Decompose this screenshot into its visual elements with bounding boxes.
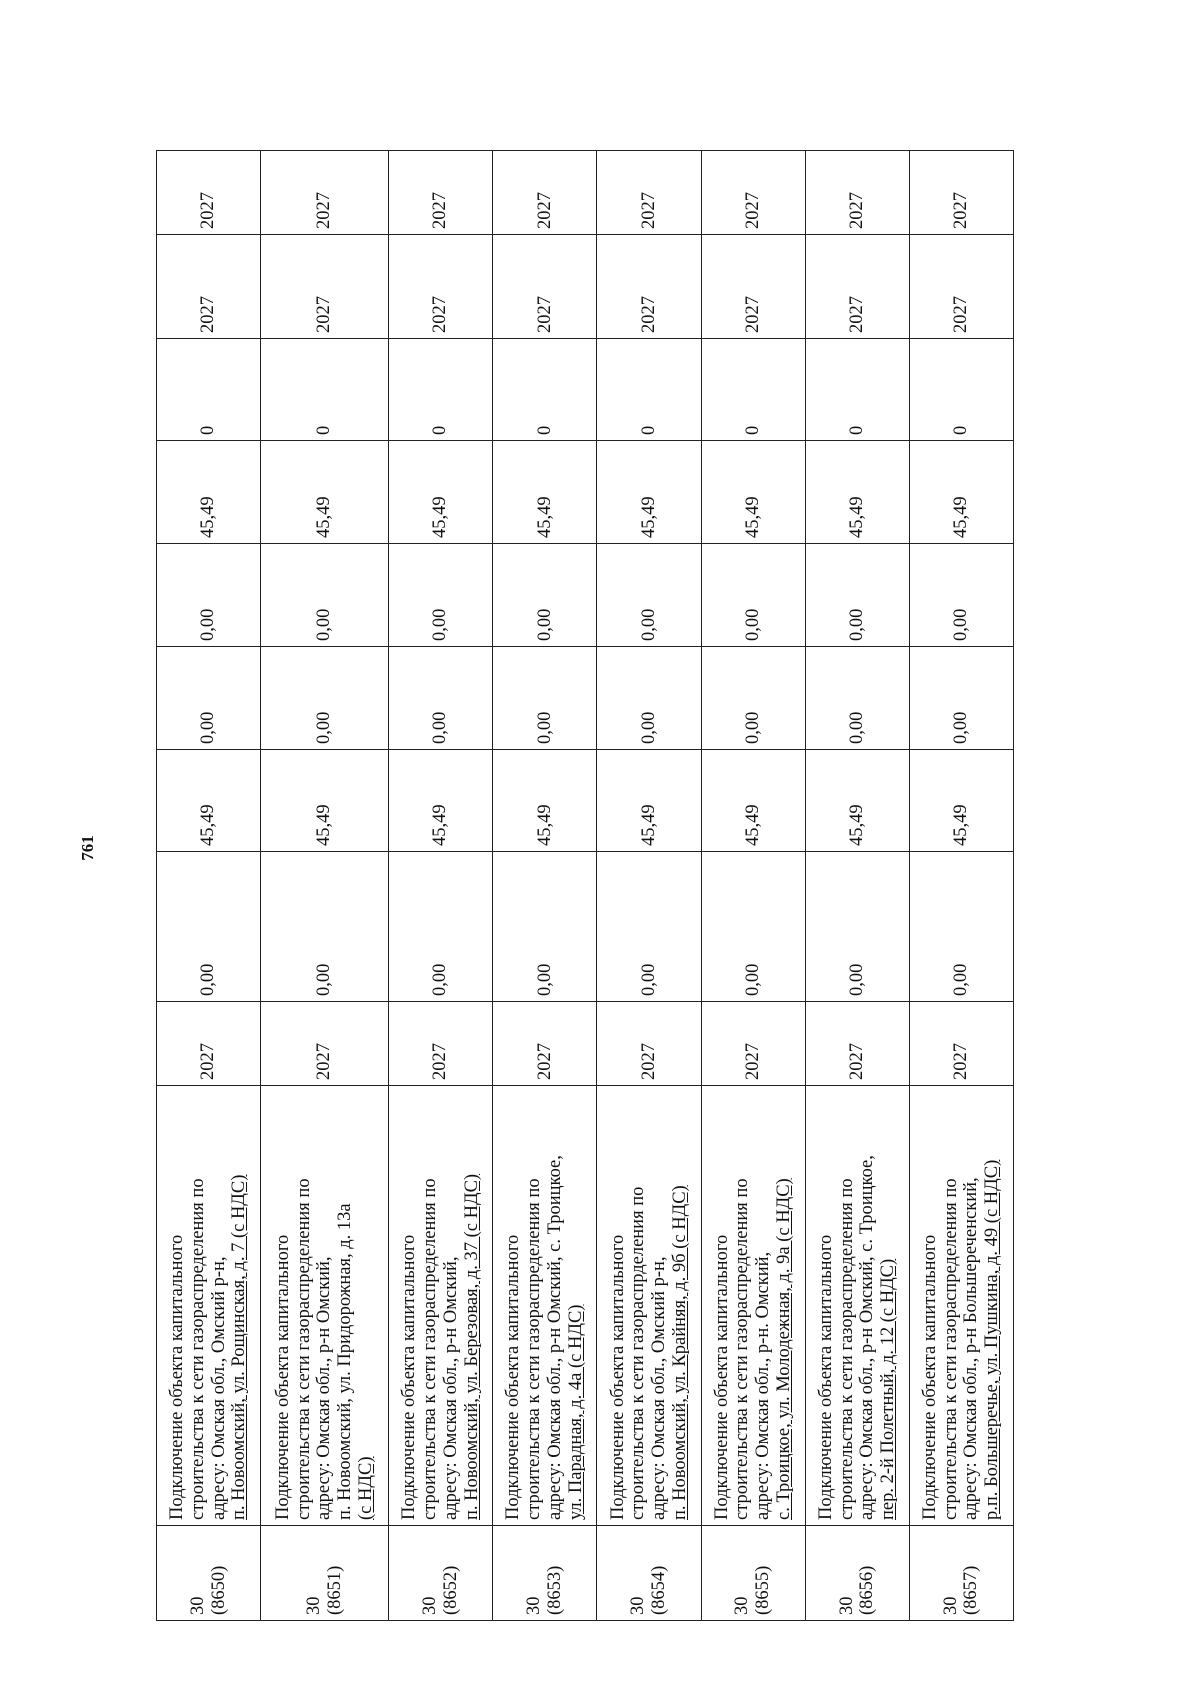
project-name-line: с. Троицкое, ул. Молодежная, д. 9а (с НДС) — [773, 1178, 794, 1520]
project-name-line: адресу: Омская обл., р-н Омский, с. Троицкое, — [857, 1155, 878, 1520]
value-cell: 0,00 — [701, 544, 805, 647]
project-name-line: Подключение объекта капитального — [711, 1234, 732, 1520]
value-cell: 45,49 — [261, 441, 389, 544]
project-name-line: Подключение объекта капитального — [503, 1234, 524, 1520]
row-number-cell — [157, 1526, 261, 1621]
row-number: 30 — [303, 1596, 324, 1615]
value-cell: 0,00 — [157, 852, 261, 1002]
investment-table — [156, 150, 1014, 1621]
value-cell: 0,00 — [389, 544, 493, 647]
year-cell: 2027 — [389, 1002, 493, 1086]
value-cell: 45,49 — [597, 750, 701, 852]
value-cell: 45,49 — [701, 750, 805, 852]
year-cell: 2027 — [805, 235, 909, 339]
value-cell: 45,49 — [261, 750, 389, 852]
row-number: 30 — [187, 1596, 208, 1615]
project-name-line: строительства к сети газораспределения по — [732, 1178, 753, 1520]
value-cell: 0,00 — [701, 852, 805, 1002]
project-name-line: Подключение объекта капитального — [815, 1234, 836, 1520]
value-cell: 45,49 — [493, 441, 597, 544]
year-cell: 2027 — [493, 1002, 597, 1086]
row-id: (8655) — [753, 1565, 774, 1615]
value-cell: 0,00 — [701, 647, 805, 750]
value-cell: 0,00 — [597, 852, 701, 1002]
table-row — [389, 151, 493, 1621]
project-name-line: п. Новоомский, ул. Придорожная, д. 13а — [335, 1203, 356, 1520]
project-name-line: строительства к сети газораспределения по — [940, 1178, 961, 1520]
year-cell: 2027 — [909, 1002, 1013, 1086]
project-name-line: Подключение объекта капитального — [919, 1234, 940, 1520]
value-cell: 0,00 — [909, 544, 1013, 647]
value-cell: 0,00 — [157, 544, 261, 647]
year-cell: 2027 — [701, 235, 805, 339]
value-cell: 0 — [157, 339, 261, 441]
project-name-line: строительства к сети газораспределения по — [836, 1178, 857, 1520]
table-row — [261, 151, 389, 1621]
row-number: 30 — [524, 1596, 545, 1615]
row-number-cell — [597, 1526, 701, 1621]
year-cell: 2027 — [389, 235, 493, 339]
project-name-line: пер. 2-й Полетный, д. 12 (с НДС) — [877, 1258, 898, 1520]
value-cell: 0,00 — [157, 647, 261, 750]
year-cell: 2027 — [597, 1002, 701, 1086]
project-name-line: п. Новоомский, ул. Березовая, д. 37 (с НДС) — [461, 1173, 482, 1520]
project-name-line: р.п. Большеречье, ул. Пушкина, д. 49 (с НДС) — [982, 1159, 1003, 1520]
row-number: 30 — [940, 1596, 961, 1615]
row-number: 30 — [420, 1596, 441, 1615]
value-cell: 0,00 — [389, 647, 493, 750]
project-name-line: п. Новоомский, ул. Крайняя, д. 9б (с НДС) — [669, 1185, 690, 1520]
year-cell: 2027 — [157, 1002, 261, 1086]
value-cell: 0,00 — [597, 544, 701, 647]
project-name-cell — [157, 1086, 261, 1526]
value-cell: 0,00 — [805, 852, 909, 1002]
row-id: (8651) — [324, 1565, 345, 1615]
value-cell: 45,49 — [157, 750, 261, 852]
row-number-cell — [261, 1526, 389, 1621]
project-name-line: Подключение объекта капитального — [607, 1234, 628, 1520]
value-cell: 0 — [597, 339, 701, 441]
project-name-line: строительства к сети газораспределения по — [187, 1178, 208, 1520]
value-cell: 0,00 — [597, 647, 701, 750]
project-name-line: Подключение объекта капитального — [272, 1234, 293, 1520]
value-cell: 0,00 — [261, 852, 389, 1002]
year-cell: 2027 — [805, 1002, 909, 1086]
value-cell: 0 — [389, 339, 493, 441]
value-cell: 0 — [909, 339, 1013, 441]
year-cell: 2027 — [701, 151, 805, 235]
year-cell: 2027 — [701, 1002, 805, 1086]
page-number: 761 — [78, 835, 97, 861]
value-cell: 45,49 — [389, 441, 493, 544]
row-number: 30 — [732, 1596, 753, 1615]
value-cell: 0 — [261, 339, 389, 441]
year-cell: 2027 — [389, 151, 493, 235]
row-number-cell — [909, 1526, 1013, 1621]
year-cell: 2027 — [493, 151, 597, 235]
value-cell: 45,49 — [805, 750, 909, 852]
row-id: (8653) — [544, 1565, 565, 1615]
value-cell: 0,00 — [389, 852, 493, 1002]
value-cell: 45,49 — [909, 750, 1013, 852]
row-id: (8654) — [649, 1565, 669, 1615]
year-cell: 2027 — [909, 151, 1013, 235]
value-cell: 0,00 — [805, 544, 909, 647]
project-name-line: строительства к сети газораспределения по — [420, 1178, 441, 1520]
value-cell: 45,49 — [493, 750, 597, 852]
year-cell: 2027 — [157, 235, 261, 339]
project-name-line: строительства к сети газораспределения по — [524, 1178, 545, 1520]
value-cell: 0,00 — [493, 544, 597, 647]
project-name-line: адресу: Омская обл., р-н Омский, — [440, 1256, 461, 1520]
year-cell: 2027 — [261, 151, 389, 235]
year-cell: 2027 — [493, 235, 597, 339]
project-name-cell — [909, 1086, 1013, 1526]
value-cell: 0 — [493, 339, 597, 441]
project-name-line: адресу: Омская обл., р-н. Омский, — [753, 1251, 774, 1520]
project-name-line: адресу: Омская обл., Омский р-н, — [649, 1256, 669, 1520]
table-row — [493, 151, 597, 1621]
value-cell: 0,00 — [909, 647, 1013, 750]
value-cell: 0,00 — [909, 852, 1013, 1002]
project-name-line: п. Новоомский, ул. Рощинская, д. 7 (с НДС) — [229, 1174, 250, 1520]
project-name-line: Подключение объекта капитального — [399, 1234, 420, 1520]
project-name-line: адресу: Омская обл., Омский р-н, — [208, 1256, 229, 1520]
table-row — [701, 151, 805, 1621]
project-name-line: ул. Парадная, д. 4а (с НДС) — [565, 1304, 586, 1520]
year-cell: 2027 — [805, 151, 909, 235]
row-id: (8657) — [961, 1565, 982, 1615]
row-number: 30 — [628, 1596, 649, 1615]
rotated-table-wrapper — [156, 151, 1014, 1621]
project-name-cell — [701, 1086, 805, 1526]
value-cell: 0 — [701, 339, 805, 441]
row-number: 30 — [836, 1596, 857, 1615]
table-row — [805, 151, 909, 1621]
value-cell: 0,00 — [261, 647, 389, 750]
project-name-line: строительства к сети газораспрделения по — [628, 1186, 649, 1520]
project-name-line: адресу: Омская обл., р-н Омский, с. Троицкое, — [544, 1155, 565, 1520]
project-name-cell — [493, 1086, 597, 1526]
row-id: (8650) — [208, 1565, 229, 1615]
value-cell: 45,49 — [909, 441, 1013, 544]
table-row — [909, 151, 1013, 1621]
project-name-line: Подключение объекта капитального — [167, 1234, 188, 1520]
project-name-cell — [597, 1086, 701, 1526]
year-cell: 2027 — [261, 1002, 389, 1086]
value-cell: 45,49 — [157, 441, 261, 544]
value-cell: 0,00 — [805, 647, 909, 750]
row-number-cell — [805, 1526, 909, 1621]
year-cell: 2027 — [909, 235, 1013, 339]
table-row — [597, 151, 701, 1621]
project-name-cell — [261, 1086, 389, 1526]
value-cell: 45,49 — [701, 441, 805, 544]
year-cell: 2027 — [261, 235, 389, 339]
value-cell: 45,49 — [597, 441, 701, 544]
table-row — [157, 151, 261, 1621]
year-cell: 2027 — [157, 151, 261, 235]
value-cell: 0,00 — [493, 852, 597, 1002]
row-number-cell — [493, 1526, 597, 1621]
value-cell: 45,49 — [805, 441, 909, 544]
project-name-line: строительства к сети газораспределения по — [293, 1178, 314, 1520]
project-name-cell — [389, 1086, 493, 1526]
value-cell: 0,00 — [261, 544, 389, 647]
project-name-cell — [805, 1086, 909, 1526]
value-cell: 0 — [805, 339, 909, 441]
year-cell: 2027 — [597, 151, 701, 235]
row-number-cell — [389, 1526, 493, 1621]
row-id: (8656) — [857, 1565, 878, 1615]
project-name-line: (с НДС) — [355, 1456, 376, 1520]
project-name-line: адресу: Омская обл., р-н Омский, — [314, 1256, 335, 1520]
row-number-cell — [701, 1526, 805, 1621]
value-cell: 45,49 — [389, 750, 493, 852]
project-name-line: адресу: Омская обл., р-н Большереченский, — [961, 1177, 982, 1520]
year-cell: 2027 — [597, 235, 701, 339]
table-body — [157, 151, 1014, 1621]
value-cell: 0,00 — [493, 647, 597, 750]
row-id: (8652) — [440, 1565, 461, 1615]
